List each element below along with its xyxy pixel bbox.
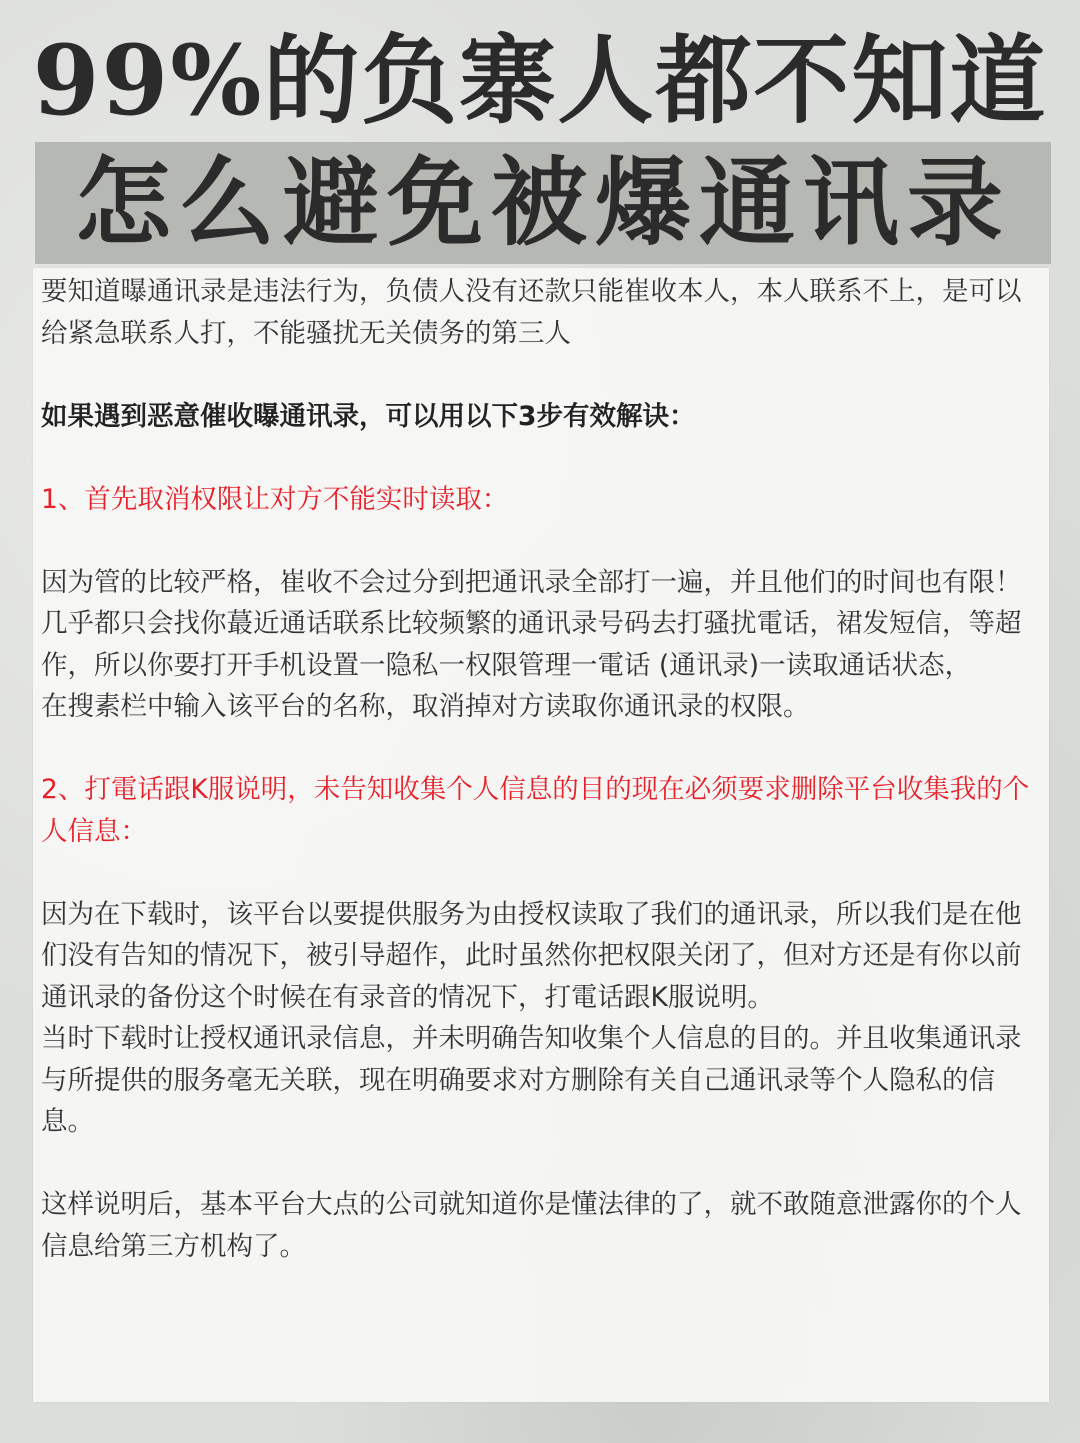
- step1-paragraph-2: 几乎都只会找你蕞近通话联系比较频繁的通讯录号码去打骚扰電话，裙发短信，等超作，所以你要打开手机设置一隐私一权限管理一電话 (通讯录)一读取通话状态，: [41, 608, 1022, 681]
- spacer: [41, 1143, 1043, 1185]
- intro-paragraph: 要知道曝通讯录是违法行为，负债人没有还款只能崔收本人，本人联系不上，是可以给紧急联系人打，不能骚扰无关债务的第三人: [41, 276, 1022, 349]
- page-subtitle: 怎么避免被爆通讯录: [75, 146, 1011, 259]
- closing-paragraph: 这样说明后，基本平台大点的公司就知道你是懂法律的了，就不敢随意泄露你的个人信息给第三方机构了。: [41, 1189, 1022, 1262]
- step1-paragraph-1: 因为管的比较严格，崔收不会过分到把通讯录全部打一遍，并且他们的时间也有限！: [41, 566, 1022, 598]
- spacer: [41, 437, 1043, 479]
- article-body: [41, 271, 1043, 1267]
- step2-paragraph-1: 因为在下载时，该平台以要提供服务为由授权读取了我们的通讯录，所以我们是在他们没有告知的情况下，被引导超作，此时虽然你把权限关闭了，但对方还是有你以前通讯录的备份这个时候在有录音的情况下，打電话跟K服说明。: [41, 898, 1022, 1013]
- spacer: [41, 852, 1043, 894]
- step1-paragraph-3: 在搜素栏中输入该平台的名称，取消掉对方读取你通讯录的权限。: [41, 691, 810, 722]
- spacer: [41, 728, 1043, 770]
- step2-paragraph-2: 当时下载时让授权通讯录信息，并未明确告知收集个人信息的目的。并且收集通讯录与所提供的服务毫无关联，现在明确要求对方删除有关自己通讯录等个人隐私的信息。: [41, 1023, 1022, 1137]
- step1-heading: 1、首先取消权限让对方不能实时读取：: [41, 483, 509, 515]
- spacer: [41, 354, 1043, 396]
- page-title: 99%的负寨人都不知道: [32, 24, 1048, 137]
- steps-heading: 如果遇到恶意催收曝通讯录，可以用以下3步有效解诀：: [41, 400, 696, 432]
- content-card: [33, 268, 1049, 1402]
- step2-heading: 2、打電话跟K服说明，未告知收集个人信息的目的现在必须要求删除平台收集我的个人信息：: [41, 774, 1030, 847]
- spacer: [41, 520, 1043, 562]
